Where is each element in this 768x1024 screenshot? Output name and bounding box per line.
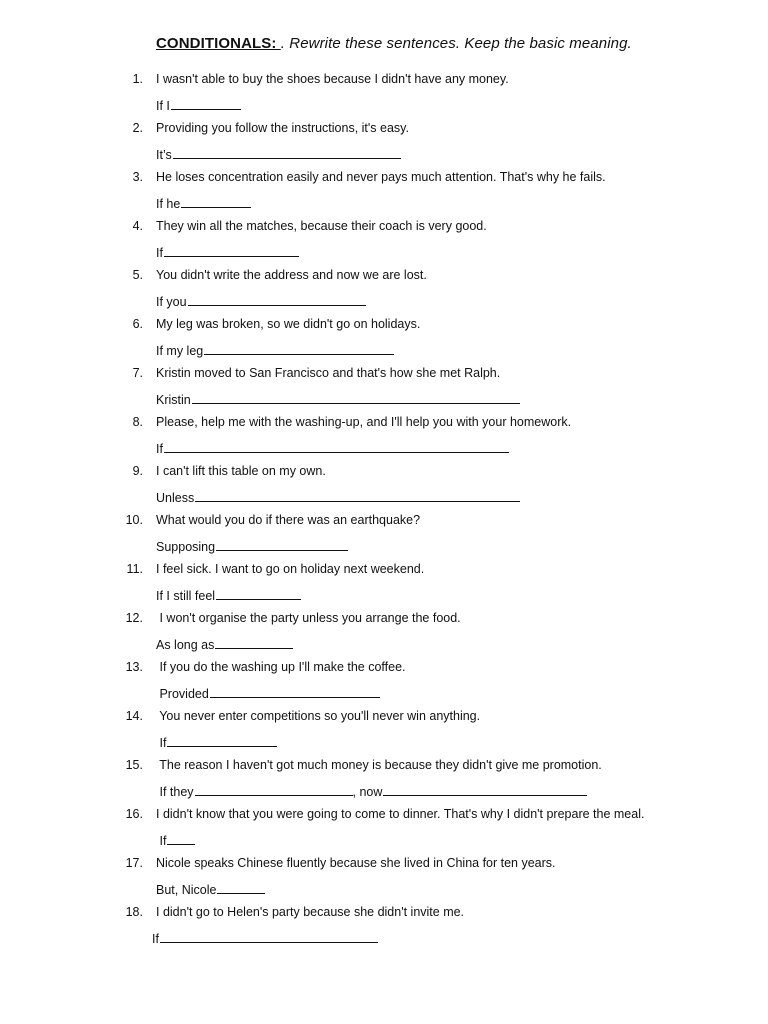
answer-blank[interactable] <box>210 685 380 698</box>
item-prompt-row <box>156 685 380 701</box>
item-prompt: If <box>156 834 167 848</box>
item-prompt-row <box>156 342 394 358</box>
item-number: 11. <box>126 562 143 576</box>
item-prompt: If my leg <box>156 344 204 358</box>
answer-blank[interactable] <box>160 930 378 943</box>
item-number: 15. <box>125 758 143 772</box>
item-prompt: It’s <box>156 148 172 162</box>
item-number: 6. <box>132 317 143 331</box>
item-prompt: Unless <box>156 491 195 505</box>
item-prompt-row <box>156 244 299 260</box>
exercise-item <box>0 366 768 416</box>
item-sentence: My leg was broken, so we didn't go on holidays. <box>156 317 421 331</box>
item-sentence: I didn't know that you were going to come to dinner. That's why I didn't prepare the meal. <box>156 807 645 821</box>
item-number: 8. <box>132 415 143 429</box>
item-number: 13. <box>125 660 143 674</box>
exercise-item <box>0 268 768 318</box>
item-sentence: I won't organise the party unless you arrange the food. <box>156 611 461 625</box>
exercise-item <box>0 513 768 563</box>
answer-blank[interactable] <box>217 881 265 894</box>
item-number: 7. <box>132 366 143 380</box>
item-sentence: You never enter competitions so you'll never win anything. <box>156 709 481 723</box>
item-prompt-row <box>156 489 520 505</box>
exercise-item <box>0 464 768 514</box>
exercise-item <box>0 758 768 808</box>
answer-blank[interactable] <box>167 832 195 845</box>
item-prompt: But, Nicole <box>156 883 217 897</box>
item-prompt-row <box>156 293 366 309</box>
item-prompt-row <box>156 538 348 554</box>
exercise-item <box>0 72 768 122</box>
item-number: 10. <box>125 513 143 527</box>
title-heading: CONDITIONALS: <box>156 35 277 52</box>
answer-blank[interactable] <box>173 146 401 159</box>
exercise-item <box>0 660 768 710</box>
item-prompt-row <box>156 881 265 897</box>
item-sentence: They win all the matches, because their coach is very good. <box>156 219 487 233</box>
item-prompt-row <box>152 930 378 946</box>
exercise-item <box>0 170 768 220</box>
answer-blank[interactable] <box>164 244 299 257</box>
exercise-item <box>0 709 768 759</box>
exercise-item <box>0 562 768 612</box>
item-prompt: If he <box>156 197 181 211</box>
answer-blank[interactable] <box>195 783 353 796</box>
item-prompt-row <box>156 195 251 211</box>
item-prompt-row <box>156 783 587 799</box>
answer-blank[interactable] <box>195 489 520 502</box>
item-sentence: Nicole speaks Chinese fluently because she lived in China for ten years. <box>156 856 556 870</box>
item-number: 16. <box>125 807 143 821</box>
exercise-item <box>0 219 768 269</box>
exercise-item <box>0 611 768 661</box>
item-prompt: If <box>156 442 163 456</box>
item-prompt: Supposing <box>156 540 216 554</box>
item-sentence: Kristin moved to San Francisco and that's how she met Ralph. <box>156 366 501 380</box>
item-sentence: I wasn't able to buy the shoes because I didn't have any money. <box>156 72 509 86</box>
item-sentence: The reason I haven't got much money is because they didn't give me promotion. <box>156 758 602 772</box>
item-sentence: I can't lift this table on my own. <box>156 464 326 478</box>
item-prompt: If they <box>156 785 194 799</box>
item-prompt-row <box>156 391 520 407</box>
item-number: 3. <box>132 170 143 184</box>
answer-blank[interactable] <box>164 440 509 453</box>
exercise-item <box>0 856 768 906</box>
item-sentence: I didn't go to Helen's party because she didn't invite me. <box>156 905 465 919</box>
item-prompt: Provided <box>156 687 209 701</box>
item-prompt-second: , now <box>352 785 383 799</box>
answer-blank[interactable] <box>167 734 277 747</box>
item-number: 4. <box>132 219 143 233</box>
item-sentence: If you do the washing up I'll make the coffee. <box>156 660 406 674</box>
exercise-item <box>0 905 768 955</box>
exercise-item <box>0 317 768 367</box>
item-prompt-row <box>156 832 195 848</box>
answer-blank[interactable] <box>188 293 366 306</box>
answer-blank[interactable] <box>171 97 241 110</box>
worksheet-title <box>156 35 632 52</box>
item-sentence: I feel sick. I want to go on holiday next weekend. <box>156 562 425 576</box>
exercise-item <box>0 121 768 171</box>
item-number: 1. <box>132 72 143 86</box>
item-prompt-row <box>156 636 293 652</box>
item-prompt-row <box>156 97 241 113</box>
item-prompt: If <box>156 246 163 260</box>
item-prompt-row <box>156 146 401 162</box>
item-prompt-row <box>156 587 301 603</box>
item-prompt-row <box>156 440 509 456</box>
item-prompt: If I <box>156 99 170 113</box>
title-instruction: . Rewrite these sentences. Keep the basic meaning. <box>280 35 632 52</box>
item-number: 5. <box>132 268 143 282</box>
item-prompt: Kristin <box>156 393 191 407</box>
item-prompt: If you <box>156 295 187 309</box>
exercise-item <box>0 807 768 857</box>
item-number: 17. <box>125 856 143 870</box>
answer-blank[interactable] <box>216 587 301 600</box>
item-number: 12. <box>125 611 143 625</box>
item-sentence: He loses concentration easily and never pays much attention. That's why he fails. <box>156 170 606 184</box>
item-prompt: If I still feel <box>156 589 216 603</box>
exercise-item <box>0 415 768 465</box>
answer-blank[interactable] <box>181 195 251 208</box>
item-number: 18. <box>125 905 143 919</box>
answer-blank[interactable] <box>216 538 348 551</box>
item-sentence: You didn't write the address and now we are lost. <box>156 268 427 282</box>
item-sentence: Providing you follow the instructions, it's easy. <box>156 121 409 135</box>
answer-blank[interactable] <box>204 342 394 355</box>
item-prompt: If <box>156 736 167 750</box>
answer-blank[interactable] <box>192 391 520 404</box>
item-number: 14. <box>125 709 143 723</box>
answer-blank-second[interactable] <box>383 783 587 796</box>
item-sentence: What would you do if there was an earthquake? <box>156 513 421 527</box>
item-prompt-row <box>156 734 277 750</box>
answer-blank[interactable] <box>215 636 293 649</box>
item-prompt: If <box>152 932 159 946</box>
item-sentence: Please, help me with the washing-up, and I'll help you with your homework. <box>156 415 572 429</box>
item-prompt: As long as <box>156 638 215 652</box>
item-number: 2. <box>132 121 143 135</box>
item-number: 9. <box>132 464 143 478</box>
